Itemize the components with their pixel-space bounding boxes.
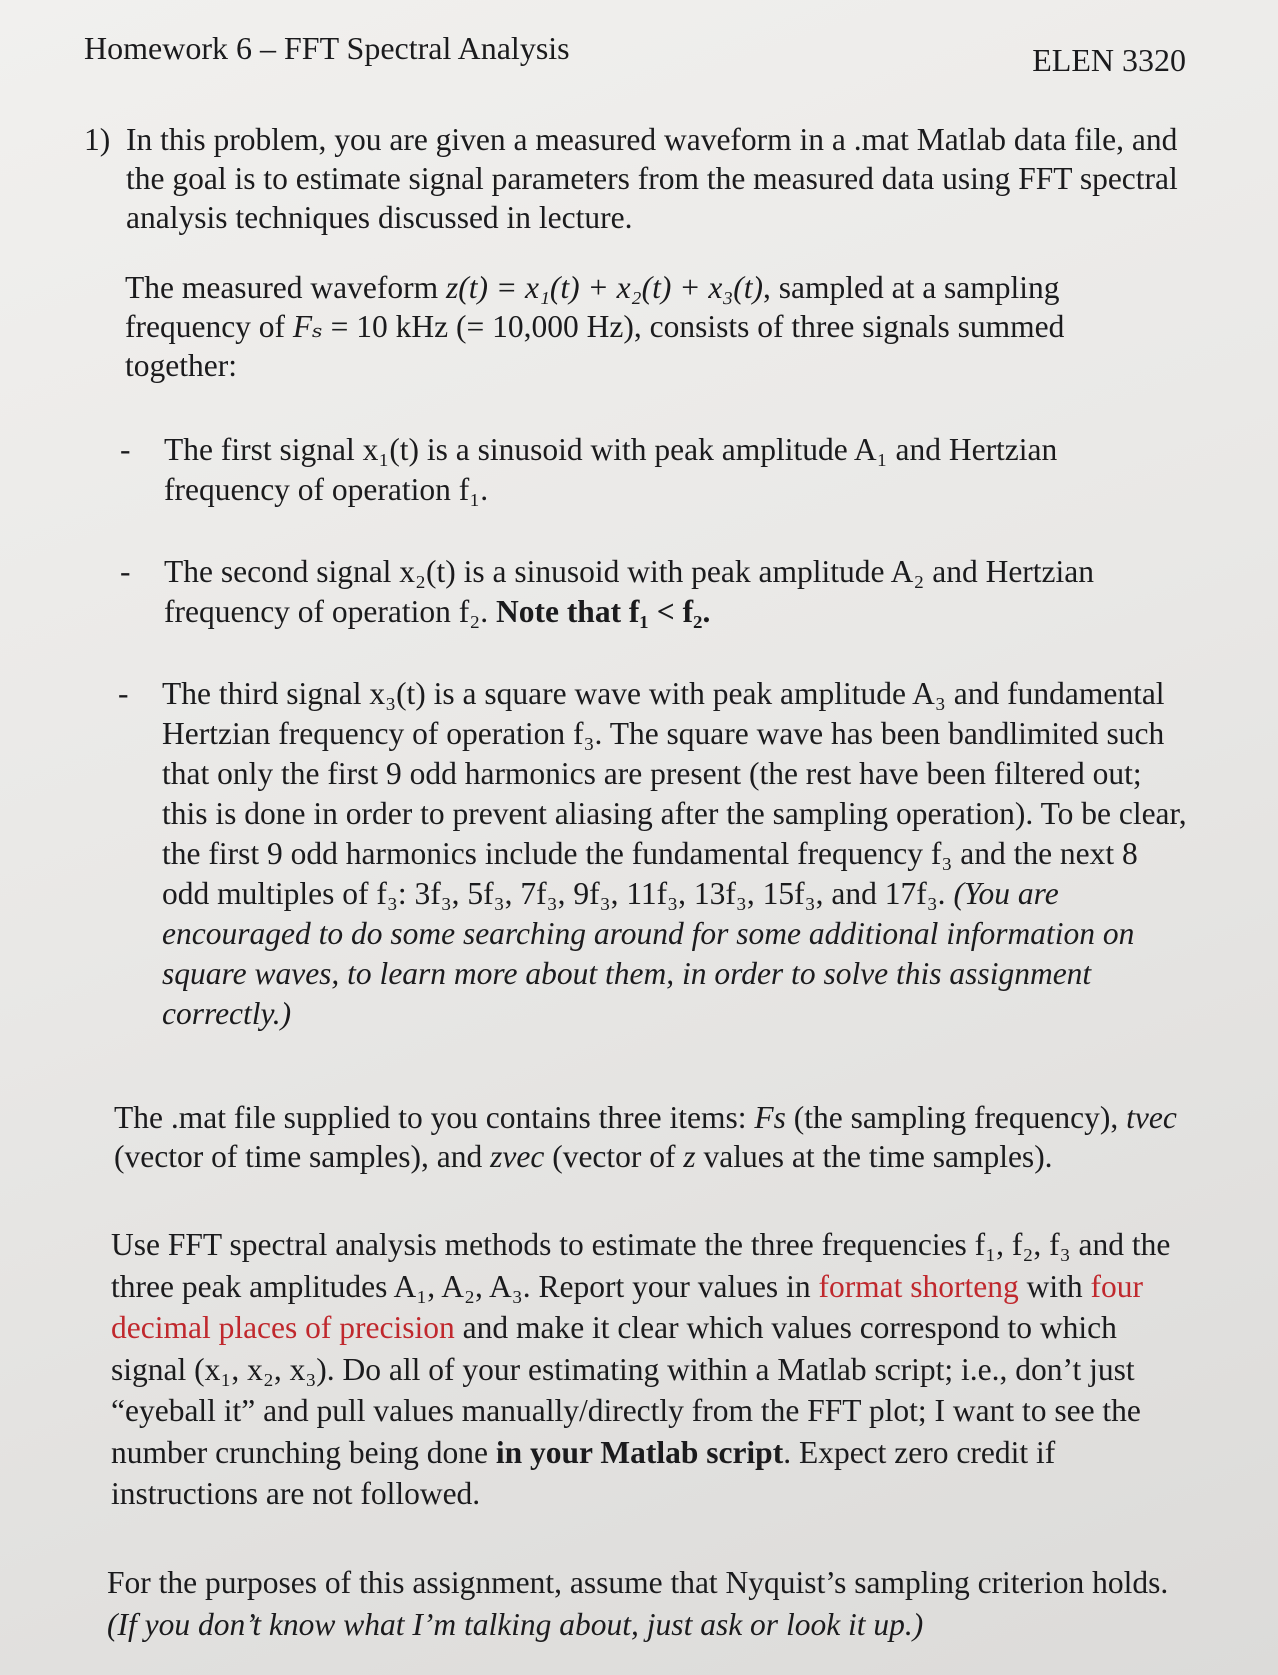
- waveform-text-3: = 10 kHz (= 10,000 Hz), consists of three signals summed together:: [125, 309, 1065, 383]
- bullet-signal-2-note: Note that f₁ < f₂.: [495, 594, 711, 629]
- bullet-dash: -: [120, 554, 131, 589]
- matlab-script-emphasis: in your Matlab script: [495, 1434, 784, 1470]
- nyquist-text: For the purposes of this assignment, assume that Nyquist’s sampling criterion holds.: [107, 1565, 1169, 1600]
- bullet-signal-2: [120, 552, 1154, 632]
- nyquist-paragraph: [107, 1562, 1197, 1646]
- bullet-signal-3-italic-note: (You are encouraged to do some searching around for some additional information on square waves, to learn more about them, in order to solve this assignment correctly.): [162, 876, 1135, 1031]
- problem-intro: [84, 112, 1194, 237]
- problem-number: 1): [84, 122, 111, 157]
- matfile-tvec: tvec: [1126, 1100, 1177, 1135]
- nyquist-italic-note: (If you don’t know what I’m talking about, just ask or look it up.): [107, 1607, 924, 1642]
- document-header: [84, 30, 1186, 79]
- bullet-signal-2-text: The second signal x₂(t) is a sinusoid with peak amplitude A₂ and Hertzian frequency of operation f₂.: [164, 554, 1095, 629]
- waveform-text-2: , sampled at a sampling frequency of: [125, 270, 1060, 344]
- matfile-text-3: (vector of time samples), and: [114, 1139, 491, 1174]
- matfile-fs: Fs: [754, 1100, 786, 1135]
- matfile-paragraph: [114, 1098, 1194, 1176]
- problem-intro-text: In this problem, you are given a measured waveform in a .mat Matlab data file, and the goal is to estimate signal parameters from the measured data using FFT spectral analysis techniques discussed in lecture.: [126, 122, 1178, 235]
- matfile-text-4: (vector of: [544, 1139, 684, 1174]
- homework-title: Homework 6 – FFT Spectral Analysis: [84, 30, 570, 66]
- sampling-frequency-symbol: Fₛ: [292, 309, 323, 344]
- instructions-text-2: with: [1018, 1268, 1091, 1304]
- matfile-z: z: [683, 1139, 696, 1174]
- bullet-signal-1-text: The first signal x₁(t) is a sinusoid with peak amplitude A₁ and Hertzian frequency of operation f₁.: [164, 432, 1058, 507]
- waveform-equation: z(t) = x₁(t) + x₂(t) + x₃(t): [445, 270, 763, 305]
- bullet-signal-3-text: The third signal x₃(t) is a square wave with peak amplitude A₃ and fundamental Hertzian frequency of operation f₃. The square wave has been bandlimited such that only the first 9 odd harmonics are present (the rest have been filtered out; this is done in order to prevent aliasing after the sampling operation). To be clear, the first 9 odd harmonics include the fundamental frequency f₃ and the next 8 odd multiples of f₃: 3f₃, 5f₃, 7f₃, 9f₃, 11f₃, 13f₃, 15f₃, and 17f₃.: [162, 676, 1187, 911]
- bullet-signal-3: [118, 674, 1192, 1034]
- course-code: ELEN 3320: [1032, 42, 1186, 78]
- matfile-zvec: zvec: [490, 1139, 545, 1174]
- instructions-text-1: Use FFT spectral analysis methods to estimate the three frequencies f₁, f₂, f₃ and the three peak amplitudes A₁, A₂, A₃. Report your values in: [111, 1227, 1171, 1304]
- waveform-paragraph: [125, 268, 1125, 385]
- format-shorteng-highlight: format shorteng: [818, 1268, 1019, 1304]
- instructions-text-4: . Expect zero credit if instructions are not followed.: [111, 1434, 1056, 1511]
- bullet-dash: -: [120, 432, 131, 467]
- waveform-text-1: The measured waveform: [125, 270, 446, 305]
- instructions-text-3: and make it clear which values correspond to which signal (x₁, x₂, x₃). Do all of your estimating within a Matlab script; i.e., don’t just “eyeball it” and pull values manually/directly from the FFT plot; I want to see the number crunching being done: [111, 1310, 1141, 1470]
- bullet-dash: -: [118, 676, 129, 711]
- matfile-text-2: (the sampling frequency),: [785, 1100, 1127, 1135]
- matfile-text-1: The .mat file supplied to you contains three items:: [114, 1100, 755, 1135]
- precision-highlight: four decimal places of precision: [111, 1268, 1144, 1345]
- instructions-paragraph: [111, 1224, 1196, 1515]
- bullet-signal-1: [120, 430, 1124, 510]
- matfile-text-5: values at the time samples).: [695, 1139, 1053, 1174]
